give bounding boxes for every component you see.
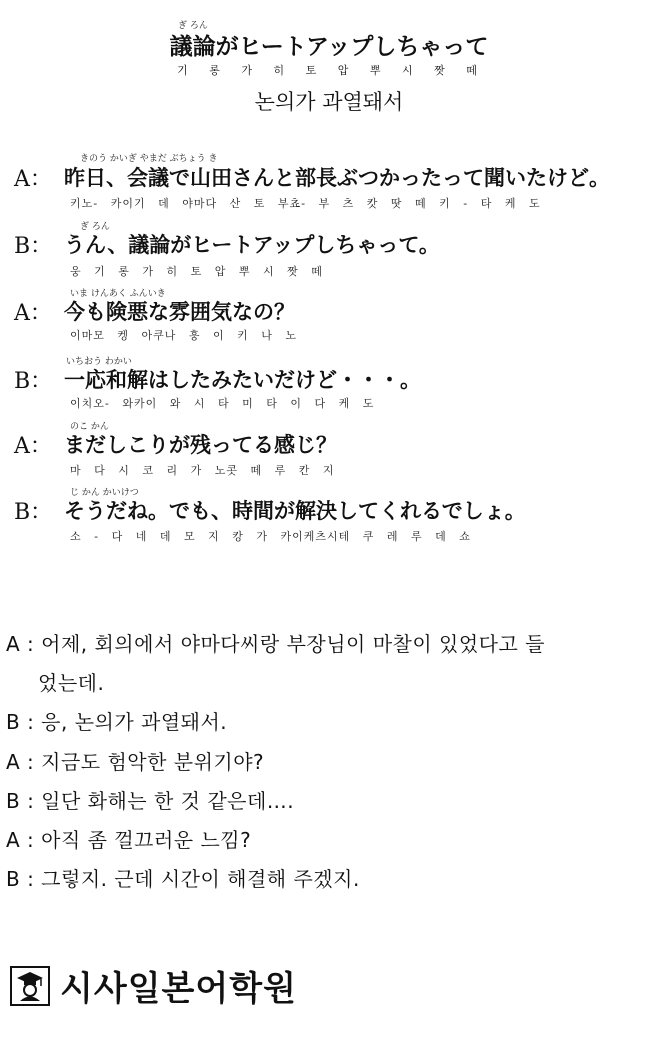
dialogue-japanese: まだしこりが残ってる感じ？	[64, 433, 337, 457]
logo-text: 시사일본어학원	[60, 969, 297, 1009]
translation-line: A : 지금도 험악한 분위기야?	[6, 750, 265, 774]
dialogue-japanese: 一応和解はしたみたいだけど・・・。	[64, 368, 421, 392]
dialogue-pronunciation: 마 다 시 코 리 가 노콧 떼 루 칸 지	[70, 464, 335, 477]
line-ruby: きのう かいぎ やまだ ぶちょう き	[80, 154, 218, 164]
dialogue-japanese: そうだね。でも、時間が解決してくれるでしょ。	[64, 499, 526, 523]
title-ruby: ぎ ろん	[178, 21, 208, 31]
dialogue-japanese: 今も険悪な雰囲気なの？	[64, 300, 295, 324]
line-ruby: いちおう わかい	[66, 357, 132, 367]
speaker-label: A：	[14, 167, 52, 192]
dialogue-pronunciation: 이치오- 와카이 와 시 타 미 타 이 다 케 도	[70, 397, 375, 410]
dialogue-japanese: うん、議論がヒートアップしちゃって。	[64, 233, 440, 257]
translation-continuation: 었는데.	[38, 671, 105, 695]
title-translation: 논의가 과열돼서	[254, 90, 404, 114]
dialogue-japanese: 昨日、会議で山田さんと部長ぶつかったって聞いたけど。	[64, 166, 610, 190]
speaker-label: A：	[14, 301, 52, 326]
speaker-label: B：	[14, 369, 53, 394]
line-ruby: いま けんあく ふんいき	[70, 289, 166, 299]
dialogue-pronunciation: 이마모 켕 아쿠나 훙 이 키 나 노	[70, 329, 297, 342]
line-ruby: のこ かん	[70, 422, 109, 432]
translation-line: A : 아직 좀 껄끄러운 느낌?	[6, 828, 252, 852]
title-japanese: 議論がヒートアップしちゃって	[169, 34, 489, 60]
translation-line: B : 일단 화해는 한 것 같은데….	[6, 789, 295, 813]
line-ruby: ぎ ろん	[80, 222, 110, 232]
dialogue-pronunciation: 소 - 다 네 데 모 지 캉 가 카이케츠시테 쿠 레 루 데 쇼	[70, 530, 471, 543]
translation-line: B : 그렇지. 근데 시간이 해결해 주겠지.	[6, 867, 360, 891]
speaker-label: A：	[14, 434, 52, 459]
translation-line: A : 어제, 회의에서 야마다씨랑 부장님이 마찰이 있었다고 들	[6, 632, 545, 656]
graduate-icon	[10, 966, 50, 1006]
speaker-label: B：	[14, 234, 53, 259]
school-logo	[10, 961, 297, 1010]
title-pronunciation: 기 롱 가 히 토 압 뿌 시 짯 떼	[177, 64, 481, 77]
dialogue-pronunciation: 키노- 카이기 데 야마다 산 토 부쵸- 부 츠 캇 땃 떼 키 - 타 케 도	[70, 197, 541, 210]
translation-line: B : 응, 논의가 과열돼서.	[6, 710, 228, 734]
dialogue-pronunciation: 웅 기 롱 가 히 토 압 뿌 시 짯 떼	[70, 265, 323, 278]
line-ruby: じ かん かいけつ	[70, 488, 139, 498]
speaker-label: B：	[14, 500, 53, 525]
